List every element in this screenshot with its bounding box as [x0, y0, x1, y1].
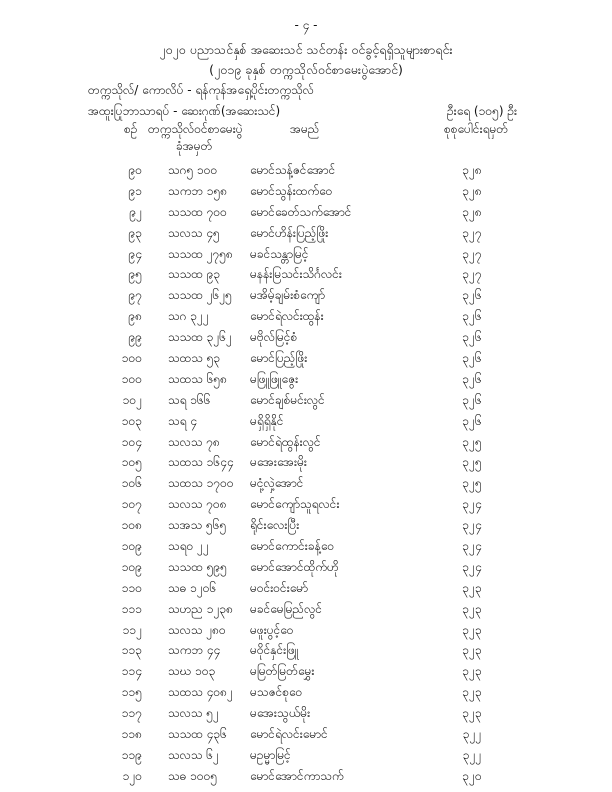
roll-number: သထသ ၁၆၄၄	[168, 455, 234, 470]
student-name: မအေးသွယ်မိုး	[250, 706, 311, 721]
university-line: တက္ကသိုလ်/ ကောလိပ် - ရန်ကုန်အရှေ့ပိုင်းတက္ကသိုလ်	[88, 83, 314, 97]
roll-number: သသထ ၂၇၅၈	[168, 246, 233, 261]
headcount-line: ဦးရေ (၁၀၅) ဦး	[447, 104, 518, 118]
table-row	[0, 517, 612, 538]
student-name: မောင်ခေတ်သက်အောင်	[250, 204, 352, 219]
roll-number: သဂ၅ ၁၀၀	[168, 163, 218, 177]
roll-number: သရ ၄	[168, 413, 198, 428]
row-number: ၁၀၉	[121, 559, 142, 574]
table-row	[0, 246, 612, 267]
roll-number: သသထ ၇၀၀	[168, 204, 227, 219]
row-number: ၉၅	[128, 267, 142, 282]
student-list	[0, 162, 612, 789]
table-row	[0, 162, 612, 183]
table-row	[0, 663, 612, 684]
student-name: မောင်အောင်ကာသက်	[250, 768, 344, 783]
total-score: ၃၂၆	[462, 392, 482, 407]
table-row	[0, 642, 612, 663]
roll-number: သထသ ၁၇၀၀	[168, 476, 234, 491]
student-name: မငုံ့လှဲ့အောင်	[250, 476, 304, 491]
table-row	[0, 559, 612, 580]
total-score: ၃၂၃	[462, 664, 482, 679]
total-score: ၃၂၀	[462, 768, 482, 783]
row-number: ၉၀	[128, 163, 142, 177]
total-score: ၃၂၇	[462, 225, 482, 240]
row-number: ၁၀၃	[121, 413, 142, 428]
student-name: မဗိုလ်မြင့်စံ	[250, 330, 298, 345]
roll-number: သရ၀ ၂၂	[168, 539, 209, 554]
roll-number: သရ ၁၆၆	[168, 392, 211, 407]
roll-number: သထသ ၆၅၈	[168, 371, 227, 386]
row-number: ၁၁၉	[121, 747, 142, 762]
roll-number: သထသ ၅၃	[168, 351, 221, 366]
total-score: ၃၂၆	[462, 371, 482, 386]
row-number: ၁၀၀	[121, 351, 142, 366]
row-number: ၁၁၅	[121, 685, 142, 700]
total-score: ၃၂၂	[462, 747, 482, 762]
row-number: ၁၀၀	[121, 371, 142, 386]
student-name: မောင်အောင်ထိုက်ဟို	[250, 559, 339, 574]
row-number: ၁၀၇	[121, 497, 142, 512]
table-row	[0, 705, 612, 726]
roll-number: သသထ ၄၃၆	[168, 727, 227, 742]
row-number: ၁၀၈	[121, 518, 142, 533]
total-score: ၃၂၃	[462, 622, 482, 637]
table-row	[0, 434, 612, 455]
total-score: ၃၂၃	[462, 601, 482, 616]
roll-number: သလသ ၇၀၈	[168, 497, 227, 512]
roll-number: သဃ ၁၀၃	[168, 664, 216, 679]
total-score: ၃၂၄	[462, 559, 482, 574]
column-header-name: အမည်	[290, 122, 320, 136]
row-number: ၁၀၆	[121, 476, 142, 491]
roll-number: သသထ ၅၉၅	[168, 559, 227, 574]
table-row	[0, 580, 612, 601]
student-name: မနန်းမြသင်းသိင်္ဂလင်း	[250, 267, 342, 282]
table-row	[0, 371, 612, 392]
row-number: ၉၁	[128, 183, 142, 198]
roll-number: သကဘ ၁၅၈	[168, 183, 228, 198]
row-number: ၉၈	[128, 309, 142, 324]
student-name: မောင်ရဲထွန်းလွင်	[250, 434, 321, 449]
table-row	[0, 266, 612, 287]
roll-number: သလသ ၆၂	[168, 747, 219, 762]
roll-number: သသထ ၉၃	[168, 267, 221, 282]
specialization-line: အထူးပြုဘာသာရပ် - ဆေးဂုဏ်(အဆေးသင်)	[88, 104, 281, 118]
roll-number: သသထ ၃၂၆၂	[168, 330, 232, 345]
student-name: မရှိရှိနိုင်	[250, 413, 284, 428]
row-number: ၁၂၀	[122, 768, 142, 783]
row-number: ၁၁၁	[121, 601, 142, 616]
total-score: ၃၂၃	[462, 685, 482, 700]
row-number: ၁၀၄	[121, 434, 142, 449]
student-name: မောင်ရဲလင်းမောင်	[250, 727, 328, 742]
total-score: ၃၂၃	[462, 706, 482, 721]
student-name: မခင်မေမြည်လွင်	[250, 601, 323, 616]
table-row	[0, 225, 612, 246]
roll-number: သလသ ၇၈	[168, 434, 220, 449]
student-name: မဖြူဖြူဇွေး	[250, 371, 299, 386]
row-number: ၁၀၂	[122, 392, 142, 407]
row-number: ၁၁၈	[121, 727, 142, 742]
row-number: ၉၃	[128, 225, 142, 240]
table-row	[0, 350, 612, 371]
student-name: မောင်ရဲလင်းထွန်း	[250, 309, 324, 324]
table-row	[0, 329, 612, 350]
row-number: ၉၂	[129, 204, 142, 219]
page-number: - ၄ -	[294, 18, 318, 32]
student-name: မောင်ဟိန်းပြည့်ဖြိုး	[250, 225, 329, 240]
roll-number: သဂ ၃၂၂	[168, 309, 209, 324]
table-row	[0, 183, 612, 204]
total-score: ၃၂၇	[462, 267, 482, 282]
total-score: ၃၂၆	[462, 413, 482, 428]
student-name: မဝိုင်နှင်းဖြူ	[250, 643, 299, 658]
table-row	[0, 392, 612, 413]
row-number: ၉၇	[128, 288, 142, 303]
column-header-exam: တက္ကသိုလ်ဝင်စာမေးပွဲ	[148, 122, 243, 136]
roll-number: သလသ ၄၅	[168, 225, 220, 240]
student-name: မအေးအေးမိုး	[250, 455, 307, 470]
total-score: ၃၂၅	[462, 476, 482, 491]
student-name: မောင်ပြည့်ဖြိုး	[250, 351, 308, 366]
roll-number: သလသ ၅၂	[168, 706, 219, 721]
table-row	[0, 538, 612, 559]
student-name: မဝင်းဝင်းမော်	[250, 580, 309, 595]
table-row	[0, 622, 612, 643]
student-name: မောင်သွန်းထက်ဝေ	[250, 183, 333, 198]
table-row	[0, 747, 612, 768]
student-name: မသဇင်စုဝေ	[250, 685, 303, 700]
roll-number: သကဘ ၄၄	[168, 643, 221, 658]
roll-number: သဓ ၁၂၀၆	[168, 580, 217, 595]
row-number: ၁၁၀	[121, 580, 142, 595]
roll-number: သအသ ၅၆၅	[168, 518, 227, 533]
row-number: ၁၁၃	[121, 643, 142, 658]
student-name: မခင်သန္တာမြင့်	[250, 246, 309, 261]
student-name: မောင်ကောင်းခန့်ဝေ	[250, 539, 335, 554]
table-row	[0, 308, 612, 329]
student-name: မောင်ချစ်မင်းလွင်	[250, 392, 325, 407]
row-number: ၁၁၇	[121, 706, 142, 721]
column-header-score: စုစုပေါင်းရမှတ်	[444, 122, 509, 136]
total-score: ၃၂၈	[462, 204, 482, 219]
student-name: မအိမ့်ချမ်းစံကျော်	[250, 288, 326, 303]
row-number: ၁၁၄	[121, 664, 142, 679]
total-score: ၃၂၅	[462, 455, 482, 470]
total-score: ၃၂၆	[462, 309, 482, 324]
table-row	[0, 287, 612, 308]
row-number: ၉၉	[128, 330, 142, 345]
roll-number: သလသ ၂၈၀	[168, 622, 226, 637]
table-row	[0, 475, 612, 496]
column-header-roll-number: ခုံအမှတ်	[176, 139, 213, 153]
total-score: ၃၂၄	[462, 539, 482, 554]
total-score: ၃၂၃	[462, 643, 482, 658]
total-score: ၃၂၆	[462, 288, 482, 303]
row-number: ၁၁၂	[122, 622, 142, 637]
document-title: ၂၀၂၀ ပညာသင်နှစ် အဆေးသင် သင်တန်း ဝင်ခွင့်ရရှိသူများစာရင်း	[159, 42, 453, 57]
row-number: ၁၀၉	[121, 539, 142, 554]
table-row	[0, 496, 612, 517]
table-row	[0, 454, 612, 475]
row-number: ၉၄	[128, 246, 142, 261]
total-score: ၃၂၅	[462, 434, 482, 449]
student-name: မမြတ်မြတ်မွှေး	[250, 664, 315, 679]
row-number: ၁၀၅	[121, 455, 142, 470]
table-row	[0, 204, 612, 225]
total-score: ၃၂၄	[462, 497, 482, 512]
total-score: ၃၂၈	[462, 163, 482, 177]
student-name: မောင်သန့်ဇင်အောင်	[250, 163, 336, 177]
roll-number: သထသ ၄၀၈၂	[168, 685, 233, 700]
student-name: မဥမ္မာမြင့်	[250, 747, 291, 762]
student-name: မဖူးပွင့်ဝေ	[250, 622, 294, 637]
roll-number: သဓ ၁၀၀၅	[168, 768, 218, 783]
roll-number: သသထ ၂၆၂၅	[168, 288, 232, 303]
total-score: ၃၂၂	[462, 727, 482, 742]
student-name: မောင်ကျော်သူရလင်း	[250, 497, 340, 512]
total-score: ၃၂၆	[462, 351, 482, 366]
student-name: ရိုင်းလေးပြီး	[250, 518, 300, 533]
total-score: ၃၂၇	[462, 246, 482, 261]
table-row	[0, 768, 612, 789]
table-row	[0, 413, 612, 434]
table-row	[0, 684, 612, 705]
table-row	[0, 601, 612, 622]
roll-number: သဟည ၁၂၃၈	[168, 601, 234, 616]
total-score: ၃၂၄	[462, 518, 482, 533]
total-score: ၃၂၃	[462, 580, 482, 595]
document-subtitle: (၂၀၁၉ ခုနှစ် တက္ကသိုလ်ဝင်စာမေးပွဲအောင်)	[209, 62, 403, 77]
column-header-no: စဉ်	[124, 122, 138, 136]
total-score: ၃၂၆	[462, 330, 482, 345]
total-score: ၃၂၈	[462, 183, 482, 198]
table-row	[0, 726, 612, 747]
